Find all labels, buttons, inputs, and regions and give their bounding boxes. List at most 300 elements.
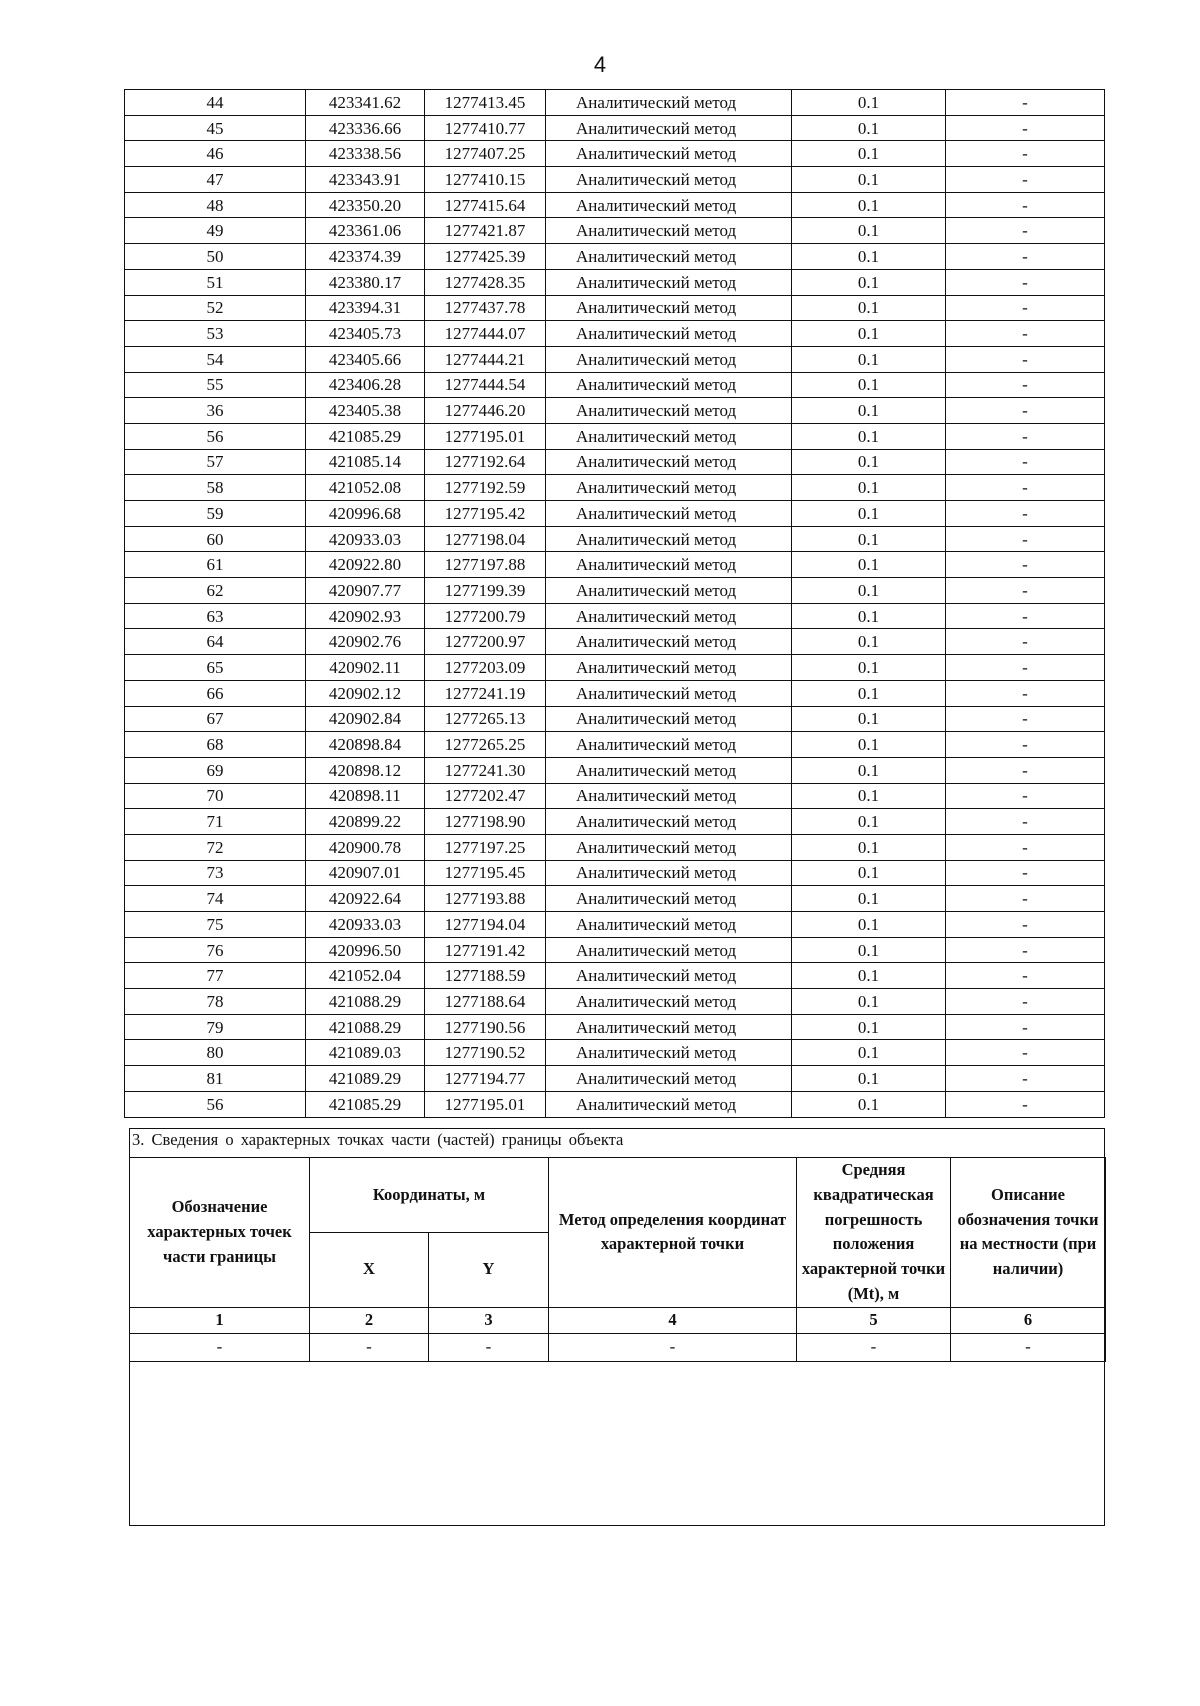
x-coordinate-cell: 420902.12 <box>306 680 425 706</box>
method-cell: Аналитический метод <box>546 501 792 527</box>
method-cell: Аналитический метод <box>546 423 792 449</box>
error-cell: 0.1 <box>792 912 946 938</box>
description-cell: - <box>946 141 1105 167</box>
point-number-cell: 76 <box>125 937 306 963</box>
table-cell: - <box>549 1333 797 1361</box>
error-cell: 0.1 <box>792 192 946 218</box>
x-coordinate-cell: 421052.04 <box>306 963 425 989</box>
y-coordinate-cell: 1277413.45 <box>425 90 546 116</box>
point-number-cell: 79 <box>125 1014 306 1040</box>
description-cell: - <box>946 269 1105 295</box>
method-cell: Аналитический метод <box>546 732 792 758</box>
error-cell: 0.1 <box>792 655 946 681</box>
method-cell: Аналитический метод <box>546 1066 792 1092</box>
error-cell: 0.1 <box>792 1066 946 1092</box>
table-row <box>125 886 1105 912</box>
y-coordinate-cell: 1277200.79 <box>425 603 546 629</box>
method-cell: Аналитический метод <box>546 1040 792 1066</box>
y-coordinate-cell: 1277200.97 <box>425 629 546 655</box>
error-cell: 0.1 <box>792 218 946 244</box>
x-coordinate-cell: 420922.80 <box>306 552 425 578</box>
y-coordinate-cell: 1277437.78 <box>425 295 546 321</box>
error-cell: 0.1 <box>792 167 946 193</box>
method-cell: Аналитический метод <box>546 90 792 116</box>
error-cell: 0.1 <box>792 578 946 604</box>
description-cell: - <box>946 1014 1105 1040</box>
point-number-cell: 49 <box>125 218 306 244</box>
table-row <box>125 680 1105 706</box>
y-coordinate-cell: 1277190.52 <box>425 1040 546 1066</box>
error-cell: 0.1 <box>792 552 946 578</box>
description-cell: - <box>946 809 1105 835</box>
error-cell: 0.1 <box>792 423 946 449</box>
part-points-table <box>129 1157 1106 1362</box>
error-cell: 0.1 <box>792 937 946 963</box>
description-cell: - <box>946 937 1105 963</box>
method-cell: Аналитический метод <box>546 218 792 244</box>
description-cell: - <box>946 90 1105 116</box>
point-number-cell: 57 <box>125 449 306 475</box>
column-number: 1 <box>130 1307 310 1333</box>
x-coordinate-cell: 420898.84 <box>306 732 425 758</box>
table-row <box>125 1066 1105 1092</box>
table-row <box>125 1091 1105 1117</box>
description-cell: - <box>946 655 1105 681</box>
y-coordinate-cell: 1277203.09 <box>425 655 546 681</box>
table-row <box>125 372 1105 398</box>
method-cell: Аналитический метод <box>546 1091 792 1117</box>
error-cell: 0.1 <box>792 1040 946 1066</box>
error-cell: 0.1 <box>792 321 946 347</box>
point-number-cell: 78 <box>125 989 306 1015</box>
x-coordinate-cell: 420898.12 <box>306 757 425 783</box>
table-cell: - <box>429 1333 549 1361</box>
table-row <box>125 346 1105 372</box>
error-cell: 0.1 <box>792 295 946 321</box>
header-x: X <box>310 1232 429 1307</box>
description-cell: - <box>946 706 1105 732</box>
x-coordinate-cell: 420902.93 <box>306 603 425 629</box>
table-row <box>125 834 1105 860</box>
point-number-cell: 56 <box>125 1091 306 1117</box>
column-number: 5 <box>797 1307 951 1333</box>
table-row <box>130 1333 1106 1361</box>
point-number-cell: 63 <box>125 603 306 629</box>
table-row <box>125 115 1105 141</box>
table-row <box>125 937 1105 963</box>
y-coordinate-cell: 1277446.20 <box>425 398 546 424</box>
error-cell: 0.1 <box>792 989 946 1015</box>
table-cell: - <box>310 1333 429 1361</box>
error-cell: 0.1 <box>792 963 946 989</box>
table-row <box>125 1014 1105 1040</box>
error-cell: 0.1 <box>792 526 946 552</box>
method-cell: Аналитический метод <box>546 526 792 552</box>
x-coordinate-cell: 420900.78 <box>306 834 425 860</box>
x-coordinate-cell: 423341.62 <box>306 90 425 116</box>
table-row <box>125 809 1105 835</box>
description-cell: - <box>946 423 1105 449</box>
method-cell: Аналитический метод <box>546 449 792 475</box>
description-cell: - <box>946 1066 1105 1092</box>
error-cell: 0.1 <box>792 449 946 475</box>
x-coordinate-cell: 423405.73 <box>306 321 425 347</box>
error-cell: 0.1 <box>792 475 946 501</box>
y-coordinate-cell: 1277191.42 <box>425 937 546 963</box>
method-cell: Аналитический метод <box>546 757 792 783</box>
x-coordinate-cell: 423380.17 <box>306 269 425 295</box>
x-coordinate-cell: 420996.50 <box>306 937 425 963</box>
error-cell: 0.1 <box>792 860 946 886</box>
y-coordinate-cell: 1277428.35 <box>425 269 546 295</box>
method-cell: Аналитический метод <box>546 141 792 167</box>
table-row <box>125 963 1105 989</box>
x-coordinate-cell: 421088.29 <box>306 1014 425 1040</box>
error-cell: 0.1 <box>792 372 946 398</box>
x-coordinate-cell: 421089.03 <box>306 1040 425 1066</box>
description-cell: - <box>946 398 1105 424</box>
point-number-cell: 69 <box>125 757 306 783</box>
method-cell: Аналитический метод <box>546 989 792 1015</box>
table-cell: - <box>797 1333 951 1361</box>
description-cell: - <box>946 244 1105 270</box>
method-cell: Аналитический метод <box>546 655 792 681</box>
description-cell: - <box>946 552 1105 578</box>
point-number-cell: 58 <box>125 475 306 501</box>
y-coordinate-cell: 1277241.19 <box>425 680 546 706</box>
method-cell: Аналитический метод <box>546 937 792 963</box>
x-coordinate-cell: 420922.64 <box>306 886 425 912</box>
x-coordinate-cell: 420933.03 <box>306 912 425 938</box>
description-cell: - <box>946 321 1105 347</box>
method-cell: Аналитический метод <box>546 398 792 424</box>
table-row <box>125 192 1105 218</box>
column-number: 3 <box>429 1307 549 1333</box>
method-cell: Аналитический метод <box>546 963 792 989</box>
table-row <box>125 526 1105 552</box>
method-cell: Аналитический метод <box>546 603 792 629</box>
x-coordinate-cell: 421052.08 <box>306 475 425 501</box>
point-number-cell: 64 <box>125 629 306 655</box>
table-row <box>125 501 1105 527</box>
table-row <box>125 629 1105 655</box>
x-coordinate-cell: 423394.31 <box>306 295 425 321</box>
description-cell: - <box>946 192 1105 218</box>
description-cell: - <box>946 578 1105 604</box>
table-row <box>125 244 1105 270</box>
method-cell: Аналитический метод <box>546 475 792 501</box>
method-cell: Аналитический метод <box>546 192 792 218</box>
description-cell: - <box>946 346 1105 372</box>
error-cell: 0.1 <box>792 757 946 783</box>
y-coordinate-cell: 1277265.13 <box>425 706 546 732</box>
description-cell: - <box>946 989 1105 1015</box>
y-coordinate-cell: 1277444.54 <box>425 372 546 398</box>
method-cell: Аналитический метод <box>546 860 792 886</box>
error-cell: 0.1 <box>792 501 946 527</box>
point-number-cell: 36 <box>125 398 306 424</box>
method-cell: Аналитический метод <box>546 372 792 398</box>
header-y: Y <box>429 1232 549 1307</box>
description-cell: - <box>946 218 1105 244</box>
x-coordinate-cell: 423361.06 <box>306 218 425 244</box>
point-number-cell: 56 <box>125 423 306 449</box>
y-coordinate-cell: 1277202.47 <box>425 783 546 809</box>
y-coordinate-cell: 1277195.45 <box>425 860 546 886</box>
method-cell: Аналитический метод <box>546 809 792 835</box>
y-coordinate-cell: 1277194.77 <box>425 1066 546 1092</box>
table-row <box>125 989 1105 1015</box>
x-coordinate-cell: 423374.39 <box>306 244 425 270</box>
description-cell: - <box>946 449 1105 475</box>
x-coordinate-cell: 423405.66 <box>306 346 425 372</box>
description-cell: - <box>946 115 1105 141</box>
method-cell: Аналитический метод <box>546 783 792 809</box>
point-number-cell: 48 <box>125 192 306 218</box>
table-row <box>125 423 1105 449</box>
method-cell: Аналитический метод <box>546 115 792 141</box>
method-cell: Аналитический метод <box>546 912 792 938</box>
y-coordinate-cell: 1277190.56 <box>425 1014 546 1040</box>
point-number-cell: 55 <box>125 372 306 398</box>
description-cell: - <box>946 501 1105 527</box>
x-coordinate-cell: 423343.91 <box>306 167 425 193</box>
table-row <box>125 167 1105 193</box>
method-cell: Аналитический метод <box>546 834 792 860</box>
y-coordinate-cell: 1277194.04 <box>425 912 546 938</box>
point-number-cell: 66 <box>125 680 306 706</box>
point-number-cell: 80 <box>125 1040 306 1066</box>
table-cell: - <box>130 1333 310 1361</box>
table-row <box>125 655 1105 681</box>
method-cell: Аналитический метод <box>546 706 792 732</box>
method-cell: Аналитический метод <box>546 167 792 193</box>
method-cell: Аналитический метод <box>546 244 792 270</box>
y-coordinate-cell: 1277415.64 <box>425 192 546 218</box>
y-coordinate-cell: 1277407.25 <box>425 141 546 167</box>
method-cell: Аналитический метод <box>546 1014 792 1040</box>
y-coordinate-cell: 1277421.87 <box>425 218 546 244</box>
point-number-cell: 44 <box>125 90 306 116</box>
description-cell: - <box>946 1091 1105 1117</box>
y-coordinate-cell: 1277198.04 <box>425 526 546 552</box>
point-number-cell: 53 <box>125 321 306 347</box>
x-coordinate-cell: 423406.28 <box>306 372 425 398</box>
error-cell: 0.1 <box>792 115 946 141</box>
point-number-cell: 71 <box>125 809 306 835</box>
x-coordinate-cell: 423338.56 <box>306 141 425 167</box>
x-coordinate-cell: 421085.29 <box>306 423 425 449</box>
table-row <box>125 860 1105 886</box>
y-coordinate-cell: 1277195.01 <box>425 423 546 449</box>
table-cell: - <box>951 1333 1106 1361</box>
header-coordinates: Координаты, м <box>310 1158 549 1233</box>
y-coordinate-cell: 1277410.15 <box>425 167 546 193</box>
table-row <box>125 269 1105 295</box>
y-coordinate-cell: 1277198.90 <box>425 809 546 835</box>
table-row <box>125 321 1105 347</box>
y-coordinate-cell: 1277197.88 <box>425 552 546 578</box>
method-cell: Аналитический метод <box>546 552 792 578</box>
x-coordinate-cell: 420907.77 <box>306 578 425 604</box>
table-row <box>125 1040 1105 1066</box>
x-coordinate-cell: 420899.22 <box>306 809 425 835</box>
table-row <box>125 218 1105 244</box>
description-cell: - <box>946 526 1105 552</box>
x-coordinate-cell: 420933.03 <box>306 526 425 552</box>
point-number-cell: 61 <box>125 552 306 578</box>
point-number-cell: 68 <box>125 732 306 758</box>
description-cell: - <box>946 860 1105 886</box>
point-number-cell: 74 <box>125 886 306 912</box>
table-row <box>125 732 1105 758</box>
y-coordinate-cell: 1277444.21 <box>425 346 546 372</box>
description-cell: - <box>946 372 1105 398</box>
description-cell: - <box>946 680 1105 706</box>
error-cell: 0.1 <box>792 1014 946 1040</box>
table-row <box>125 552 1105 578</box>
table-row <box>125 783 1105 809</box>
y-coordinate-cell: 1277425.39 <box>425 244 546 270</box>
table-row <box>125 398 1105 424</box>
header-description: Описание обозначения точки на местности (при наличии) <box>951 1158 1106 1308</box>
point-number-cell: 59 <box>125 501 306 527</box>
point-number-cell: 77 <box>125 963 306 989</box>
point-number-cell: 45 <box>125 115 306 141</box>
point-number-cell: 72 <box>125 834 306 860</box>
method-cell: Аналитический метод <box>546 346 792 372</box>
point-number-cell: 52 <box>125 295 306 321</box>
error-cell: 0.1 <box>792 706 946 732</box>
error-cell: 0.1 <box>792 809 946 835</box>
table-row <box>125 295 1105 321</box>
x-coordinate-cell: 420902.84 <box>306 706 425 732</box>
table-row <box>125 578 1105 604</box>
description-cell: - <box>946 912 1105 938</box>
page-number: 4 <box>593 52 607 77</box>
x-coordinate-cell: 421085.29 <box>306 1091 425 1117</box>
description-cell: - <box>946 886 1105 912</box>
point-number-cell: 47 <box>125 167 306 193</box>
point-number-cell: 62 <box>125 578 306 604</box>
y-coordinate-cell: 1277265.25 <box>425 732 546 758</box>
error-cell: 0.1 <box>792 732 946 758</box>
error-cell: 0.1 <box>792 603 946 629</box>
error-cell: 0.1 <box>792 1091 946 1117</box>
point-number-cell: 75 <box>125 912 306 938</box>
x-coordinate-cell: 423405.38 <box>306 398 425 424</box>
header-method: Метод определения координат характерной точки <box>549 1158 797 1308</box>
coordinates-table <box>124 89 1105 1118</box>
section-3-title: 3. Сведения о характерных точках части (частей) границы объекта <box>132 1130 624 1149</box>
point-number-cell: 60 <box>125 526 306 552</box>
error-cell: 0.1 <box>792 886 946 912</box>
error-cell: 0.1 <box>792 398 946 424</box>
table-row <box>125 449 1105 475</box>
method-cell: Аналитический метод <box>546 578 792 604</box>
x-coordinate-cell: 421088.29 <box>306 989 425 1015</box>
column-number-row <box>130 1307 1106 1333</box>
description-cell: - <box>946 757 1105 783</box>
table-row <box>125 706 1105 732</box>
description-cell: - <box>946 629 1105 655</box>
point-number-cell: 81 <box>125 1066 306 1092</box>
point-number-cell: 70 <box>125 783 306 809</box>
y-coordinate-cell: 1277193.88 <box>425 886 546 912</box>
description-cell: - <box>946 1040 1105 1066</box>
method-cell: Аналитический метод <box>546 269 792 295</box>
x-coordinate-cell: 423350.20 <box>306 192 425 218</box>
y-coordinate-cell: 1277188.59 <box>425 963 546 989</box>
error-cell: 0.1 <box>792 783 946 809</box>
method-cell: Аналитический метод <box>546 886 792 912</box>
y-coordinate-cell: 1277241.30 <box>425 757 546 783</box>
y-coordinate-cell: 1277444.07 <box>425 321 546 347</box>
description-cell: - <box>946 475 1105 501</box>
y-coordinate-cell: 1277192.64 <box>425 449 546 475</box>
table-row <box>125 603 1105 629</box>
description-cell: - <box>946 603 1105 629</box>
table-row <box>125 757 1105 783</box>
y-coordinate-cell: 1277195.01 <box>425 1091 546 1117</box>
x-coordinate-cell: 421089.29 <box>306 1066 425 1092</box>
point-number-cell: 54 <box>125 346 306 372</box>
error-cell: 0.1 <box>792 680 946 706</box>
error-cell: 0.1 <box>792 244 946 270</box>
description-cell: - <box>946 295 1105 321</box>
point-number-cell: 46 <box>125 141 306 167</box>
x-coordinate-cell: 423336.66 <box>306 115 425 141</box>
point-number-cell: 65 <box>125 655 306 681</box>
description-cell: - <box>946 783 1105 809</box>
y-coordinate-cell: 1277192.59 <box>425 475 546 501</box>
error-cell: 0.1 <box>792 90 946 116</box>
x-coordinate-cell: 420898.11 <box>306 783 425 809</box>
description-cell: - <box>946 963 1105 989</box>
method-cell: Аналитический метод <box>546 295 792 321</box>
error-cell: 0.1 <box>792 141 946 167</box>
description-cell: - <box>946 732 1105 758</box>
point-number-cell: 51 <box>125 269 306 295</box>
coordinates-table-body <box>125 90 1105 1118</box>
table-row <box>125 90 1105 116</box>
method-cell: Аналитический метод <box>546 321 792 347</box>
method-cell: Аналитический метод <box>546 680 792 706</box>
column-number: 4 <box>549 1307 797 1333</box>
y-coordinate-cell: 1277410.77 <box>425 115 546 141</box>
y-coordinate-cell: 1277199.39 <box>425 578 546 604</box>
error-cell: 0.1 <box>792 346 946 372</box>
column-number: 6 <box>951 1307 1106 1333</box>
x-coordinate-cell: 420996.68 <box>306 501 425 527</box>
table-row <box>125 141 1105 167</box>
header-designation: Обозначение характерных точек части границы <box>130 1158 310 1308</box>
method-cell: Аналитический метод <box>546 629 792 655</box>
description-cell: - <box>946 834 1105 860</box>
x-coordinate-cell: 421085.14 <box>306 449 425 475</box>
error-cell: 0.1 <box>792 834 946 860</box>
error-cell: 0.1 <box>792 269 946 295</box>
header-error: Средняя квадратическая погрешность положения характерной точки (Mt), м <box>797 1158 951 1308</box>
error-cell: 0.1 <box>792 629 946 655</box>
y-coordinate-cell: 1277195.42 <box>425 501 546 527</box>
table-row <box>125 475 1105 501</box>
point-number-cell: 67 <box>125 706 306 732</box>
column-number: 2 <box>310 1307 429 1333</box>
y-coordinate-cell: 1277197.25 <box>425 834 546 860</box>
x-coordinate-cell: 420902.11 <box>306 655 425 681</box>
point-number-cell: 73 <box>125 860 306 886</box>
